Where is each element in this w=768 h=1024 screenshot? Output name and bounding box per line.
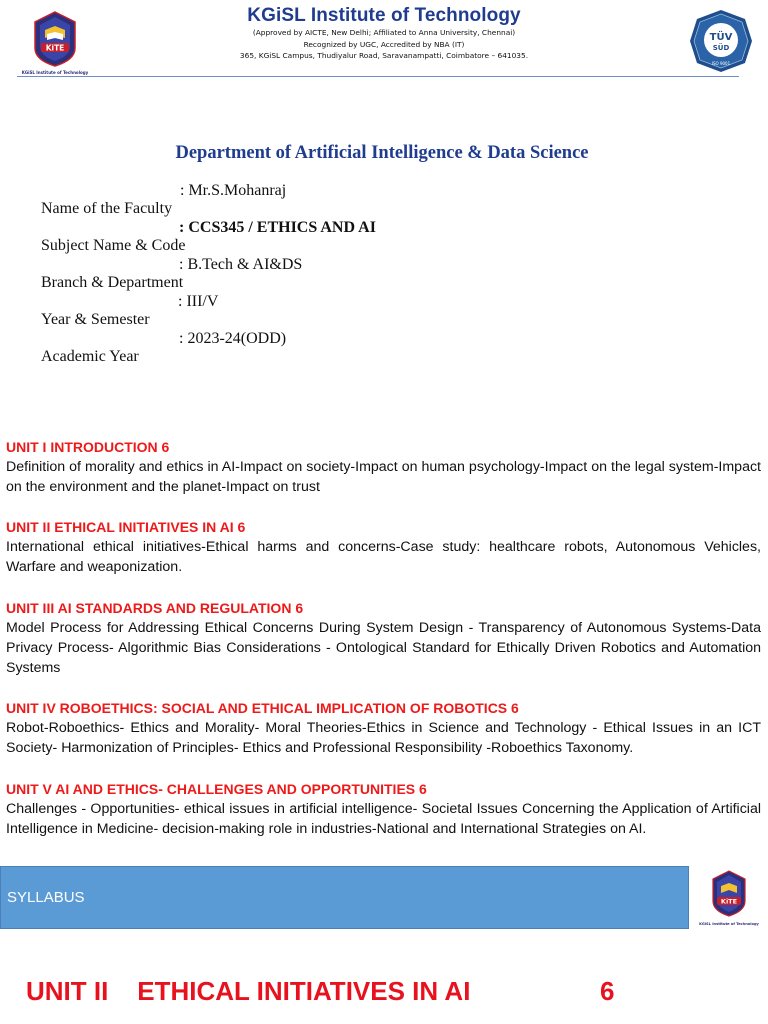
- unit-body: Robot-Roboethics- Ethics and Morality- Moral Theories-Ethics in Science and Technology - Ethical Issues in an ICT Society- Harmonization of Principles- Ethics and Professional Responsibility -Roboethics Taxonomy.: [6, 720, 761, 756]
- academic-year-value: : 2023-24(ODD): [179, 330, 287, 347]
- academic-year-row: [33, 330, 287, 365]
- unit-heading: UNIT V AI AND ETHICS- CHALLENGES AND OPPORTUNITIES 6: [6, 781, 427, 797]
- approval-line: (Approved by AICTE, New Delhi; Affiliated to Anna University, Chennai): [252, 28, 516, 37]
- branch-row: [33, 256, 303, 291]
- unit-block: [6, 779, 761, 839]
- year-value: : III/V: [178, 293, 219, 310]
- svg-text:KGiSL Institute of Technology: KGiSL Institute of Technology: [699, 922, 759, 926]
- tuv-certification-icon: [689, 9, 753, 73]
- unit-body: Challenges - Opportunities- ethical issues in artificial intelligence- Societal Issues Concerning the Application of Artificial Intelligence in Medicine- decision-making role in industries-National and International Strategies on AI.: [6, 801, 761, 837]
- kite-logo-small-icon: [697, 868, 761, 928]
- current-unit-name: UNIT II ETHICAL INITIATIVES IN AI: [26, 976, 471, 1006]
- unit-block: [6, 517, 761, 577]
- address-line: 365, KGiSL Campus, Thudiyalur Road, Saravanampatti, Coimbatore – 641035.: [239, 51, 529, 60]
- svg-text:KiTE: KiTE: [720, 897, 738, 906]
- current-unit-hours: 6: [600, 976, 615, 1006]
- syllabus-label: SYLLABUS: [7, 889, 85, 906]
- unit-body: International ethical initiatives-Ethical harms and concerns-Case study: healthcare robots, Autonomous Vehicles, Warfare and weaponization.: [6, 539, 761, 575]
- year-label: Year & Semester: [41, 311, 182, 328]
- header-divider: [17, 76, 739, 77]
- faculty-label: Name of the Faculty: [41, 200, 189, 217]
- department-title: Department of Artificial Intelligence & Data Science: [175, 143, 589, 163]
- syllabus-banner: [0, 866, 689, 929]
- branch-label: Branch & Department: [41, 274, 188, 291]
- unit-heading: UNIT IV ROBOETHICS: SOCIAL AND ETHICAL IMPLICATION OF ROBOTICS 6: [6, 700, 519, 716]
- accreditation-line: Recognized by UGC, Accredited by NBA (IT): [303, 40, 465, 49]
- current-unit-title: [26, 976, 615, 1007]
- svg-text:TÜV: TÜV: [709, 32, 733, 43]
- subject-value: : CCS345 / ETHICS AND AI: [179, 219, 376, 236]
- svg-text:KGiSL Institute of Technology: KGiSL Institute of Technology: [21, 70, 89, 75]
- faculty-row: [33, 182, 287, 217]
- unit-block: [6, 437, 761, 497]
- unit-body: Definition of morality and ethics in AI-Impact on society-Impact on human psychology-Impact on the legal system-Impact on the environment and the planet-Impact on trust: [6, 459, 761, 495]
- subject-row: [33, 219, 376, 254]
- letterhead: [0, 0, 768, 80]
- unit-heading: UNIT III AI STANDARDS AND REGULATION 6: [6, 600, 304, 616]
- academic-year-label: Academic Year: [41, 348, 187, 365]
- unit-heading: UNIT II ETHICAL INITIATIVES IN AI 6: [6, 519, 246, 535]
- svg-text:SÜD: SÜD: [712, 44, 730, 52]
- branch-value: : B.Tech & AI&DS: [179, 256, 303, 273]
- unit-body: Model Process for Addressing Ethical Concerns During System Design - Transparency of Autonomous Systems-Data Privacy Process- Algorithmic Bias Considerations - Ontological Standard for Ethically Driven Robotics and Automation Systems: [6, 620, 761, 676]
- unit-block: [6, 598, 761, 678]
- institute-name: KGiSL Institute of Technology: [247, 5, 521, 26]
- unit-block: [6, 698, 761, 758]
- subject-label: Subject Name & Code: [41, 237, 190, 254]
- year-row: [33, 293, 219, 328]
- svg-text:ISO 9001: ISO 9001: [711, 61, 731, 66]
- unit-heading: UNIT I INTRODUCTION 6: [6, 439, 170, 455]
- svg-text:KiTE: KiTE: [45, 43, 65, 53]
- faculty-value: : Mr.S.Mohanraj: [180, 182, 287, 199]
